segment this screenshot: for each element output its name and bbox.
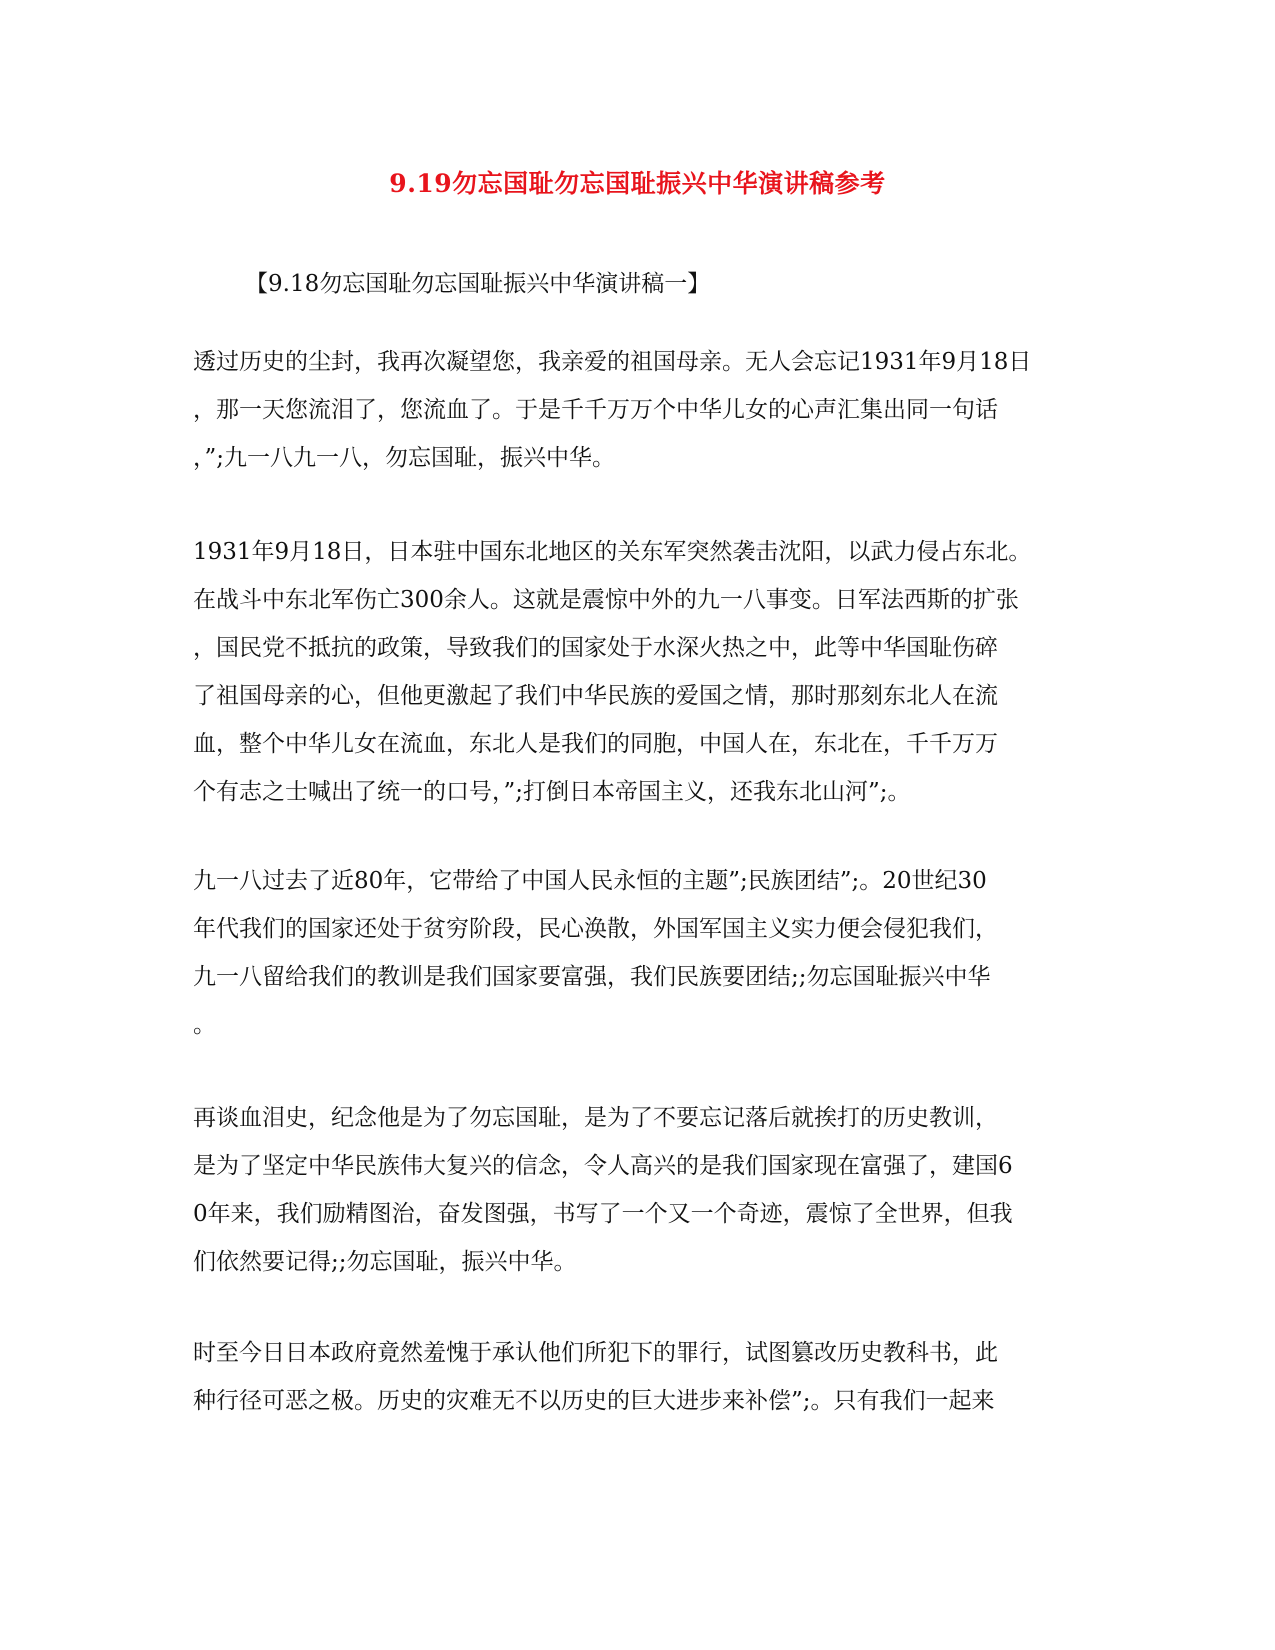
paragraph-line: 血，整个中华儿女在流血，东北人是我们的同胞，中国人在，东北在，千千万万	[193, 731, 998, 757]
paragraph-line: 年代我们的国家还处于贫穷阶段，民心涣散，外国军国主义实力便会侵犯我们，	[193, 916, 998, 942]
paragraph-line: ，国民党不抵抗的政策，导致我们的国家处于水深火热之中，此等中华国耻伤碎	[193, 635, 998, 661]
paragraph-2	[193, 528, 1093, 816]
paragraph-line: 透过历史的尘封，我再次凝望您，我亲爱的祖国母亲。无人会忘记1931年9月18日	[193, 349, 1032, 375]
paragraph-line: 。	[193, 1012, 216, 1038]
paragraph-line: 个有志之士喊出了统一的口号，”;打倒日本帝国主义，还我东北山河”;。	[193, 779, 911, 805]
paragraph-4	[193, 1094, 1093, 1286]
paragraph-line: 1931年9月18日，日本驻中国东北地区的关东军突然袭击沈阳，以武力侵占东北。	[193, 539, 1032, 565]
paragraph-line: 们依然要记得;;勿忘国耻，振兴中华。	[193, 1249, 577, 1275]
paragraph-line: 了祖国母亲的心，但他更激起了我们中华民族的爱国之情，那时那刻东北人在流	[193, 683, 998, 709]
paragraph-line: 在战斗中东北军伤亡300余人。这就是震惊中外的九一八事变。日军法西斯的扩张	[193, 587, 1019, 613]
paragraph-line: 九一八留给我们的教训是我们国家要富强，我们民族要团结;;勿忘国耻振兴中华	[193, 964, 991, 990]
paragraph-line: 时至今日日本政府竟然羞愧于承认他们所犯下的罪行，试图篡改历史教科书，此	[193, 1340, 998, 1366]
paragraph-line: 是为了坚定中华民族伟大复兴的信念，令人高兴的是我们国家现在富强了，建国6	[193, 1153, 1013, 1179]
paragraph-line: ，”;九一八九一八，勿忘国耻，振兴中华。	[193, 445, 616, 471]
paragraph-line: 九一八过去了近80年，它带给了中国人民永恒的主题”;民族团结”;。20世纪30	[193, 868, 987, 894]
paragraph-3	[193, 857, 1093, 1049]
document-title: 9.19勿忘国耻勿忘国耻振兴中华演讲稿参考	[389, 169, 886, 198]
section-heading: 【9.18勿忘国耻勿忘国耻振兴中华演讲稿一】	[245, 271, 711, 297]
paragraph-line: 0年来，我们励精图治，奋发图强，书写了一个又一个奇迹，震惊了全世界，但我	[193, 1201, 1013, 1227]
paragraph-line: ，那一天您流泪了，您流血了。于是千千万万个中华儿女的心声汇集出同一句话	[193, 397, 998, 423]
paragraph-5	[193, 1329, 1093, 1425]
paragraph-line: 种行径可恶之极。历史的灾难无不以历史的巨大进步来补偿”;。只有我们一起来	[193, 1388, 995, 1414]
paragraph-1	[193, 338, 1093, 482]
paragraph-line: 再谈血泪史，纪念他是为了勿忘国耻，是为了不要忘记落后就挨打的历史教训，	[193, 1105, 998, 1131]
